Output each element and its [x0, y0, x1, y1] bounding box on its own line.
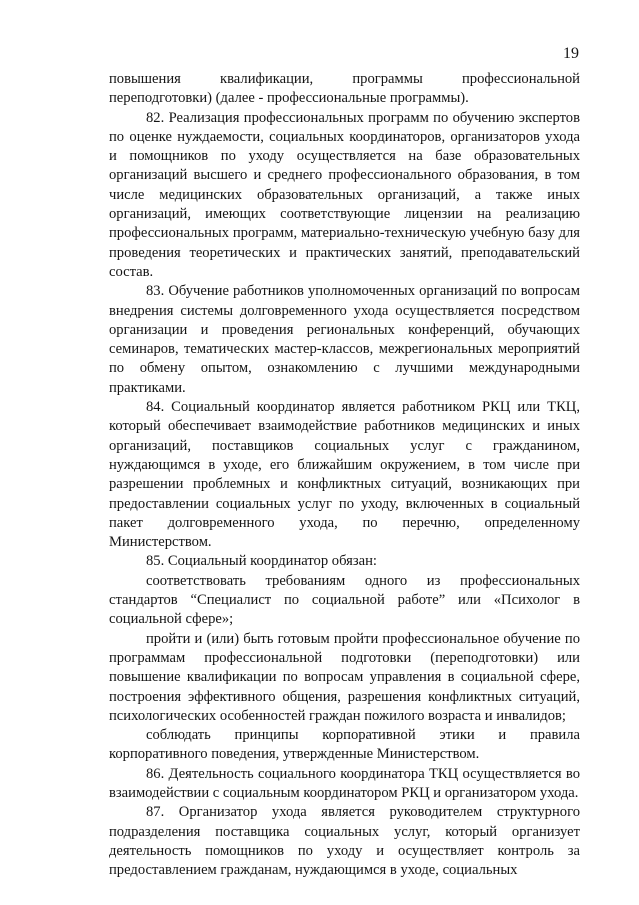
paragraph-continuation: повышения квалификации, программы профессиональной переподготовки) (далее - профессиональные программы). [109, 71, 580, 107]
paragraph-86: 86. Деятельность социального координатора ТКЦ осуществляется во взаимодействии с социальным координатором РКЦ и организатором ухода. [109, 765, 580, 801]
paragraph-84: 84. Социальный координатор является работником РКЦ или ТКЦ, который обеспечивает взаимодействие работников медицинских и иных организаций, поставщиков социальных услуг с гражданином, нуждающимся в уходе, его ближайшим окружением, в том числе при разрешении проблемных и конфликтных ситуаций, возникающих при предоставлении социальных услуг по уходу, включенных в социальный пакет долговременного ухода, по перечню, определенному Министерством. [109, 399, 580, 551]
page-number: 19 [563, 45, 579, 62]
paragraph-85: 85. Социальный координатор обязан: [146, 553, 377, 570]
paragraph-85-item-ethics: соблюдать принципы корпоративной этики и правила корпоративного поведения, утвержденные Министерством. [109, 727, 580, 763]
paragraph-83: 83. Обучение работников уполномоченных организаций по вопросам внедрения системы долговременного ухода осуществляется посредством организации и проведения региональных конференций, обучающих семинаров, тематических мастер-классов, межрегиональных мероприятий по обмену опытом, ознакомлению с лучшими международными практиками. [109, 283, 580, 396]
paragraph-87: 87. Организатор ухода является руководителем структурного подразделения поставщика социальных услуг, который организует деятельность помощников по уходу и осуществляет контроль за предоставлением гражданам, нуждающимся в уходе, социальных [109, 804, 580, 879]
document-body [109, 70, 580, 880]
paragraph-82: 82. Реализация профессиональных программ по обучению экспертов по оценке нуждаемости, социальных координаторов, организаторов ухода и помощников по уходу осуществляется на базе образовательных организаций высшего и среднего профессионального образования, в том числе медицинских образовательных организаций, а также иных организаций, имеющих соответствующие лицензии на реализацию профессиональных программ, материально-техническую учебную базу для проведения теоретических и практических занятий, преподавательский состав. [109, 109, 580, 280]
paragraph-85-item-standards: соответствовать требованиям одного из профессиональных стандартов “Специалист по социальной работе” или «Психолог в социальной сфере»; [109, 572, 580, 628]
paragraph-85-item-training: пройти и (или) быть готовым пройти профессиональное обучение по программам профессиональной подготовки (переподготовки) или повышение квалификации по вопросам управления в социальной сфере, построения эффективного общения, разрешения конфликтных ситуаций, психологических особенностей граждан пожилого возраста и инвалидов; [109, 630, 580, 724]
